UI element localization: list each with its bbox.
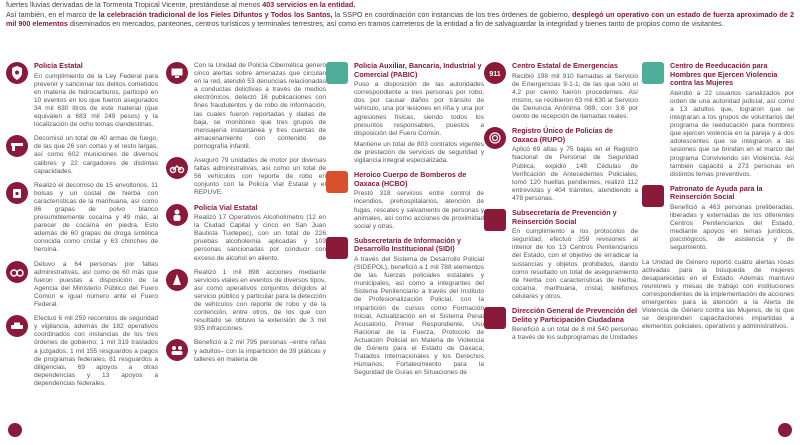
column-policia-estatal xyxy=(6,62,158,445)
paragraph: Realizó el decomiso de 15 envoltorios, 11 bolsas y un costal de hierba con características de la marihuana, así como 86 grapas de polvo blanco presumiblemente cocaína y 49 más, al parecer de cocaína en piedra. Esto además de 60 grapas de droga sintética conocida como cristal y 63 chinches de heroína. xyxy=(34,181,158,254)
family-icon xyxy=(642,62,664,84)
section-title: Patronato de Ayuda para la Reinserción Social xyxy=(670,183,763,202)
section-title: Subsecretaría de Información y Desarrollo Institucional (SIDI) xyxy=(354,235,462,254)
block-policia-estatal xyxy=(6,62,158,129)
column-cibernetica-vial xyxy=(166,62,326,445)
block-pabic xyxy=(326,62,484,165)
building-icon xyxy=(484,209,506,231)
block-platicas xyxy=(166,339,326,363)
section-title: Dirección General de Prevención del Delito y Participación Ciudadana xyxy=(512,306,638,324)
handshake-icon xyxy=(642,185,664,207)
block-reinsercion xyxy=(484,209,638,301)
paragraph: Atendió a 22 usuarios canalizados por orden de una autoridad judicial, así como a 13 adultos que, lograron que se integraran a los grupos de voluntarios del programa de reeducación para hombres que ejercen violencia en la pareja y a dos adolescentes que se integraron a las sesiones que se brindan en el marco del programa Conviviendo sin Violencia. Así también capacitó a 273 personas en distintos temas preventivos. xyxy=(670,89,794,178)
block-prevencion-delito xyxy=(484,307,638,342)
facebook-icon[interactable] xyxy=(8,423,22,437)
paragraph: Prestó 318 servicios entre control de incendios, prehospitalarios, atención de fugas, rescates y salvamento de personas y animales, así como acciones de proximidad social y otras. xyxy=(354,190,484,230)
gun-icon xyxy=(6,135,28,157)
block-unidad-genero xyxy=(642,259,794,332)
block-reeducacion xyxy=(642,62,794,179)
traffic-officer-icon xyxy=(166,204,188,226)
paragraph: Benefició a 2 mil 795 personas –entre niñas y adultos– con la impartición de 39 pláticas y talleres en materia de xyxy=(194,339,326,363)
paragraph: La Unidad de Género reportó cuatro alertas rosas activadas para la búsqueda de mujeres desaparecidas en el Estado. Además mantuvo reuniones y mesas de trabajo con instituciones correspondientes de la implementación de acciones emergentes para la atención a la Alerta de Violencia de Género contra las Mujeres, de lo que se desprenden capacitaciones impartidas a elementos policiales, operativos y administrativos. xyxy=(642,258,794,331)
paragraph: Con la Unidad de Policía Cibernética generó cinco alertas sobre amenazas que circulan en la red, atendió 53 denuncias relacionadas a conductas delictivas a través de medios electrónicos, detectó 16 publicaciones con fines fraudulentos y de robo de información, las cuales fueron reportadas y dadas de baja, se monitoreo que tres grupos de mensajería instantánea y tres cuentas de almacenamiento con contenido de pornografía infantil. xyxy=(194,62,326,150)
paragraph: Realizó 17 Operativos Alcoholímetro (12 en la Ciudad Capital y cinco en San Juan Bautista Tuxtepec), con un total de 226 pruebas alcoholemia aplicadas y 103 personas sancionadas por conducir con exceso de alcohol en aliento. xyxy=(194,214,326,262)
paragraph: Decomisó un total de 40 armas de fuego, de las que 26 son cortas y el resto largas, así como 602 municiones de diversos calibres y 22 cargadores de distintas capacidades. xyxy=(34,135,158,175)
paragraph: Realizó 1 mil 898 acciones mediante servicios viales en eventos de diversos tipos, así como operativos conjuntos dirigidos al servicio público y particular para la detección de vehículos con reporte de robo y de la contención, entre otros, de los que con resultado se obtuvo la extensión de 3 mil 935 infracciones. xyxy=(194,268,326,333)
fingerprint-icon xyxy=(484,127,506,149)
block-sidi xyxy=(326,237,484,378)
paragraph: Aplicó 69 altas y 75 bajas en el Registro Nacional de Personal de Seguridad Pública, expidió 148 Cédulas de Verificación de Antecedentes Policiales, tomó 120 huellas pendientes, realizó 112 entrevistas y 404 trámites, atendiendo a 478 personas. xyxy=(512,146,638,202)
svg-text:911: 911 xyxy=(489,71,501,78)
paragraph: En cumplimiento a los protocolos de seguridad, efectuó 259 revisiones al interior de los 13 Centros Penitenciarios del Estado, con el objetivo de erradicar la sustancias y objetos prohibidos, dando como resultado un total de aseguramiento de hierba con características de hierba, cocaína, marihuana, cristal, teléfonos celulares y otros. xyxy=(512,228,638,300)
paragraph: Benefició a 463 personas preliberadas, liberadas y externadas de los diferentes Centros Penitenciarios del Estado, mediante apoyos en temas jurídicos, psicológicos, de asistencia y de seguimiento. xyxy=(670,204,794,252)
block-detenciones xyxy=(6,261,158,310)
guard-icon xyxy=(326,62,348,84)
paragraph: Benefició a un total de 8 mil 540 personas a través de los subprogramas de Unidades xyxy=(512,326,638,342)
patrol-car-icon xyxy=(6,315,28,337)
drug-bag-icon xyxy=(6,182,28,204)
paragraph: Aseguró 79 unidades de motor por diversas faltas administrativas, así como un total de 56 vehículos con reporte de robo en conjunto con la Policía Vial Estatal y el REPUVE. xyxy=(194,157,326,197)
traffic-cone-icon xyxy=(166,269,188,291)
firefighter-icon xyxy=(326,171,348,193)
section-title: Registro Único de Policías de Oaxaca (RUPO) xyxy=(512,126,614,144)
police-badge-icon xyxy=(6,62,28,84)
column-pabic-bomberos-sidi xyxy=(326,62,484,445)
block-armas xyxy=(6,135,158,175)
block-acciones-viales xyxy=(166,269,326,334)
intro-section xyxy=(6,0,794,29)
section-title: Policía Vial Estatal xyxy=(194,202,258,212)
computer-icon xyxy=(166,62,188,84)
section-title: Policía Estatal xyxy=(34,62,83,70)
intro-line-1: fuertes lluvias derivadas de la Tormenta Tropical Vicente, prestándose al menos 403 servicios en la entidad. xyxy=(6,0,356,9)
paragraph: Mantiene un total de 803 contratos vigentes de prestación de servicios de seguridad y vigilancia integral especializada. xyxy=(354,140,484,165)
paragraph: A través del Sistema de Desarrollo Policial (SIDEPOL), benefició a 1 mil 788 elementos de las fuerzas policiales estatales y municipales, así como a integrantes del Sistema Penitenciario a través del Instituto de Profesionalización Policial, con la impartición de cursos como Formación Inicial, Actualización en el Sistema Penal Acusatorio, Primer Respondiente, Uso Racional de la Fuerza, Protocolo de Actuación Policial en Materia de Violencia de Género para el Estado de Oaxaca, Tratados Internacionales y los Derechos Humanos; Fortalecimiento para la Seguridad de Guías en Situaciones de xyxy=(354,255,484,377)
section-title: Heroico Cuerpo de Bomberos de Oaxaca (HCBO) xyxy=(354,170,467,188)
community-icon xyxy=(484,307,506,329)
block-unidades-motor xyxy=(166,157,326,197)
section-title: Centro Estatal de Emergencias xyxy=(512,62,618,70)
block-rupo xyxy=(484,127,638,203)
paragraph: Detuvo a 64 personas por faltas administrativas, así como de 60 más que fueron puestas a disposición de la Agencia del Ministerio Público del Fuero Común e igual número ante el Fuero Federal. xyxy=(34,260,158,309)
paragraph: Puso a disposición de las autoridades correspondiente a tres personas por robo, dos por causar daños por tránsito de vehículo, una por lesiones en riña y una por agresiones físicas, siendo todos los presuntos responsables, puestos a disposición del Fuero Común. xyxy=(354,81,484,137)
block-policia-vial xyxy=(166,204,326,263)
block-bomberos xyxy=(326,171,484,231)
column-emergencias-rupo xyxy=(484,62,638,445)
share-icon[interactable] xyxy=(778,423,792,437)
911-icon xyxy=(484,62,506,84)
motorcycle-icon xyxy=(166,157,188,179)
intro-line-2: Así también, en el marco de la celebración tradicional de los Fieles Difuntos y Todos los Santos, la SSPO en coordinación con instancias de los tres órdenes de gobierno, desplegó un operativo con un estado de fuerza aproximado de 2 mil 900 elementos diseminados en mercados, panteones, centros turísticos y terminales terrestres, así como en tramos carreteros de la entidad a fin de salvaguardar la integridad y bienes tanto de propios como de visitantes. xyxy=(6,10,794,28)
people-icon xyxy=(166,339,188,361)
section-title: Centro de Reeducación para Hombres que Ejercen Violencia contra las Mujeres xyxy=(670,62,778,88)
block-cibernetica xyxy=(166,62,326,151)
graduation-cap-icon xyxy=(326,237,348,259)
block-recorridos xyxy=(6,315,158,388)
block-emergencias xyxy=(484,62,638,121)
paragraph: Efectuó 6 mil 259 recorridos de seguridad y vigilancia, además de 182 operativos coordinados con instancias de los tres órdenes de gobierno; 1 mil 319 traslados a juzgados, 1 mil 155 resguardos a pagos de programas federales, 81 resguardos a diligencias, 69 apoyos a otras dependencias y 13 apoyos a dependencias federales. xyxy=(34,315,158,387)
section-title: Subsecretaría de Prevención y Reinserción Social xyxy=(512,208,617,226)
handcuffs-icon xyxy=(6,261,28,283)
column-reeducacion-genero xyxy=(642,62,794,445)
block-drogas xyxy=(6,182,158,255)
paragraph: Recibió 198 mil 910 llamadas al Servicio de Emergencias 9-1-1, de las que sólo el 4.2 por ciento fueron procedentes. Así mismo, se recibieron 63 mil 630 al Servicio de Denuncia Anónima 089, con 3.6 por ciento de recepción de llamadas reales. xyxy=(512,72,638,121)
section-title: Policía Auxiliar, Bancaria, Industrial y Comercial (PABIC) xyxy=(354,62,482,79)
block-patronato xyxy=(642,185,794,253)
paragraph: En cumplimiento de la Ley Federal para prevenir y sancionar los delitos cometidos en materia de hidrocarburos, participó en 10 eventos en los que fueron asegurados 34 mil 630 litros de este material (que equivalen a 683 mil 249 pesos) y la localización de ocho tomas clandestinas. xyxy=(34,72,158,129)
